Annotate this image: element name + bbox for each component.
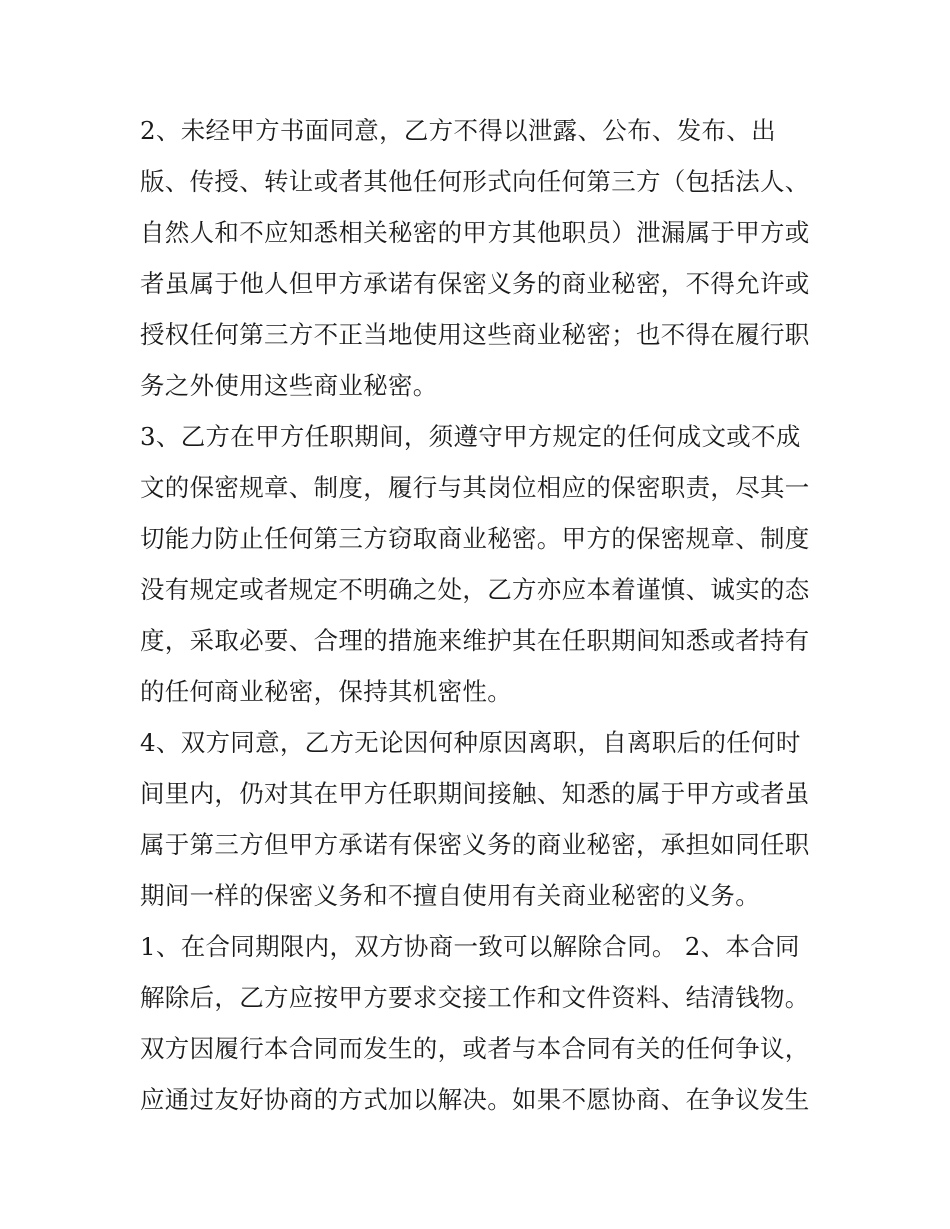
text-line: 4、双方同意，乙方无论因何种原因离职，自离职后的任何时 [140, 728, 801, 757]
document-body [140, 105, 820, 1125]
text-line: 文的保密规章、制度，履行与其岗位相应的保密职责，尽其一 [140, 473, 810, 502]
text-line: 应通过友好协商的方式加以解决。如果不愿协商、在争议发生 [140, 1085, 810, 1114]
text-line: 期间一样的保密义务和不擅自使用有关商业秘密的义务。 [140, 881, 760, 910]
text-line: 间里内，仍对其在甲方任职期间接触、知悉的属于甲方或者虽 [140, 779, 810, 808]
text-line: 的任何商业秘密，保持其机密性。 [140, 677, 512, 706]
text-line: 自然人和不应知悉相关秘密的甲方其他职员）泄漏属于甲方或 [140, 218, 810, 247]
text-line: 1、在合同期限内，双方协商一致可以解除合同。 2、本合同 [140, 932, 800, 961]
text-line: 解除后，乙方应按甲方要求交接工作和文件资料、结清钱物。 [140, 983, 810, 1012]
text-line: 切能力防止任何第三方窃取商业秘密。甲方的保密规章、制度 [140, 524, 810, 553]
text-line: 双方因履行本合同而发生的，或者与本合同有关的任何争议， [140, 1034, 810, 1063]
text-line: 3、乙方在甲方任职期间，须遵守甲方规定的任何成文或不成 [140, 422, 801, 451]
text-line: 属于第三方但甲方承诺有保密义务的商业秘密，承担如同任职 [140, 830, 810, 859]
text-line: 者虽属于他人但甲方承诺有保密义务的商业秘密，不得允许或 [140, 269, 810, 298]
text-line: 度，采取必要、合理的措施来维护其在任职期间知悉或者持有 [140, 626, 810, 655]
text-line: 没有规定或者规定不明确之处，乙方亦应本着谨慎、诚实的态 [140, 575, 810, 604]
text-line: 授权任何第三方不正当地使用这些商业秘密；也不得在履行职 [140, 320, 810, 349]
text-line: 务之外使用这些商业秘密。 [140, 371, 438, 400]
text-line: 2、未经甲方书面同意，乙方不得以泄露、公布、发布、出 [140, 116, 776, 145]
text-line: 版、传授、转让或者其他任何形式向任何第三方（包括法人、 [140, 167, 810, 196]
